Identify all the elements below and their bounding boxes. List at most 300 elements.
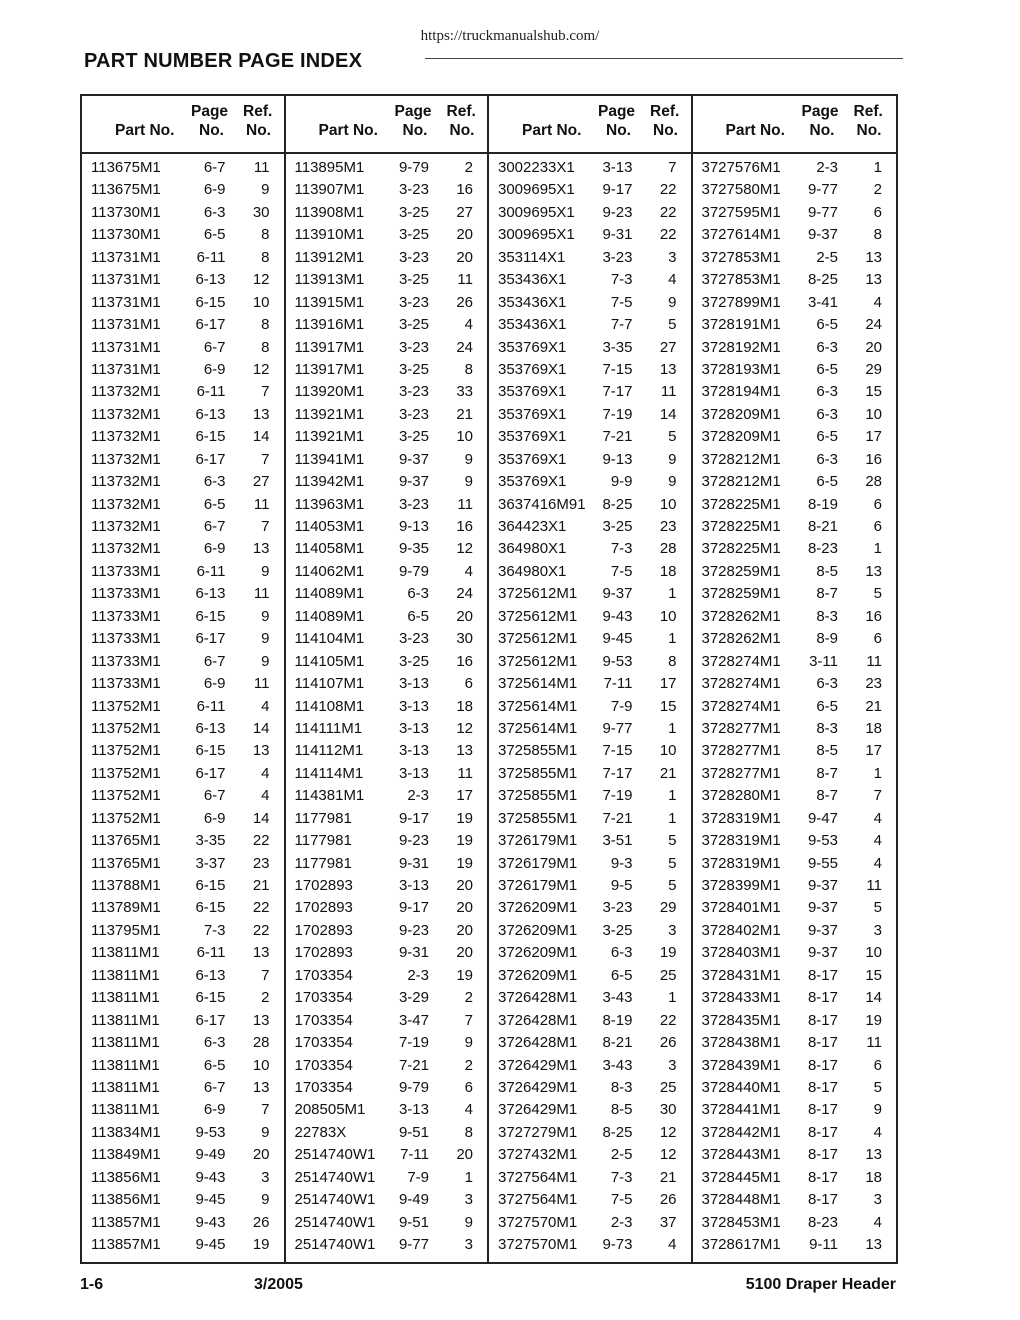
page-number: 9-5 bbox=[610, 877, 633, 894]
part-number: 3728259M1 bbox=[701, 585, 781, 603]
ref-number: 6 bbox=[464, 1078, 473, 1096]
page-number: 2-3 bbox=[816, 159, 838, 176]
table-row bbox=[286, 337, 488, 359]
part-number: 3727576M1 bbox=[701, 159, 781, 176]
ref-number: 7 bbox=[261, 383, 270, 401]
part-number: 3728319M1 bbox=[701, 832, 781, 850]
ref-number: 22 bbox=[659, 1011, 677, 1029]
page-number: 6-13 bbox=[195, 405, 226, 423]
page-number: 7-17 bbox=[602, 383, 633, 401]
table-row bbox=[489, 830, 691, 852]
page-number: 7-9 bbox=[407, 1168, 429, 1186]
table-row bbox=[489, 987, 691, 1009]
page-number: 6-5 bbox=[816, 316, 838, 334]
column-header bbox=[82, 96, 284, 154]
table-row bbox=[489, 606, 691, 628]
page-number: 9-37 bbox=[807, 899, 838, 917]
ref-number: 14 bbox=[865, 989, 882, 1007]
ref-number: 11 bbox=[866, 1034, 882, 1052]
ref-number: 14 bbox=[252, 428, 270, 446]
part-number: 113765M1 bbox=[91, 832, 161, 850]
table-row bbox=[286, 202, 488, 224]
ref-number: 17 bbox=[659, 675, 677, 693]
table-row bbox=[489, 1167, 691, 1189]
table-row bbox=[82, 651, 284, 673]
ref-number: 1 bbox=[668, 809, 677, 827]
table-row bbox=[489, 1010, 691, 1032]
part-number: 114111M1 bbox=[294, 719, 363, 737]
ref-number: 11 bbox=[866, 652, 882, 670]
part-number: 113752M1 bbox=[91, 719, 161, 737]
part-number: 113811M1 bbox=[91, 1056, 160, 1074]
page-number: 7-15 bbox=[602, 360, 633, 378]
ref-number: 9 bbox=[464, 1034, 473, 1052]
page-number: 6-15 bbox=[195, 899, 226, 917]
part-number: 1702893 bbox=[294, 944, 353, 962]
page-number: 8-5 bbox=[816, 562, 838, 580]
ref-number: 18 bbox=[865, 719, 882, 737]
page-number: 6-13 bbox=[195, 966, 226, 984]
page-number: 8-5 bbox=[610, 1101, 633, 1119]
table-row bbox=[489, 853, 691, 875]
ref-number: 11 bbox=[253, 675, 270, 693]
page-number: 6-5 bbox=[816, 473, 838, 491]
ref-number: 1 bbox=[668, 787, 677, 805]
ref-number: 30 bbox=[659, 1101, 677, 1119]
page-number: 9-45 bbox=[195, 1236, 226, 1253]
part-number: 113752M1 bbox=[91, 742, 161, 760]
index-column-3 bbox=[489, 96, 693, 1262]
page-number: 9-31 bbox=[602, 226, 633, 244]
part-number: 3728433M1 bbox=[701, 989, 781, 1007]
page-number: 8-23 bbox=[807, 1213, 838, 1231]
page-number: 9-43 bbox=[195, 1213, 226, 1231]
table-row bbox=[286, 404, 488, 426]
page-number: 6-15 bbox=[195, 428, 226, 446]
table-row bbox=[82, 449, 284, 471]
page-number: 6-11 bbox=[196, 697, 226, 715]
page-number: 9-35 bbox=[398, 540, 429, 558]
ref-number: 17 bbox=[865, 428, 882, 446]
part-number: 3726179M1 bbox=[498, 854, 578, 872]
table-row bbox=[82, 897, 284, 919]
page-number: 6-15 bbox=[195, 989, 226, 1007]
page-number: 9-13 bbox=[398, 518, 429, 535]
table-row bbox=[82, 1144, 284, 1166]
page-number: 3-13 bbox=[398, 764, 429, 782]
page-number: 9-79 bbox=[398, 1078, 429, 1096]
page-number: 8-9 bbox=[816, 630, 838, 648]
part-number: 113752M1 bbox=[91, 697, 161, 715]
ref-number: 6 bbox=[873, 203, 882, 221]
page-number: 3-23 bbox=[398, 383, 429, 401]
ref-number: 20 bbox=[456, 1146, 473, 1164]
table-row bbox=[693, 1010, 897, 1032]
page-number: 7-7 bbox=[610, 316, 633, 334]
table-row bbox=[693, 718, 897, 740]
part-number: 2514740W1 bbox=[294, 1191, 376, 1209]
page-number: 9-45 bbox=[195, 1191, 226, 1209]
part-number: 113857M1 bbox=[91, 1236, 161, 1253]
table-row bbox=[286, 987, 488, 1009]
part-number: 3725614M1 bbox=[498, 697, 578, 715]
ref-number: 20 bbox=[456, 899, 473, 917]
table-row bbox=[489, 740, 691, 762]
table-row bbox=[82, 1010, 284, 1032]
part-number: 3728209M1 bbox=[701, 405, 781, 423]
ref-number: 22 bbox=[659, 203, 677, 221]
part-number: 113731M1 bbox=[91, 248, 161, 266]
index-column-2 bbox=[286, 96, 490, 1262]
table-row bbox=[286, 673, 488, 695]
table-row bbox=[693, 673, 897, 695]
table-row bbox=[693, 202, 897, 224]
ref-number: 1 bbox=[668, 719, 677, 737]
table-row bbox=[489, 404, 691, 426]
page-number: 3-25 bbox=[398, 271, 429, 289]
part-number: 353769X1 bbox=[498, 360, 567, 378]
page-number: 6-15 bbox=[195, 742, 226, 760]
table-row bbox=[489, 583, 691, 605]
table-row bbox=[82, 1234, 284, 1256]
ref-number: 13 bbox=[865, 562, 882, 580]
part-number: 1177981 bbox=[294, 854, 352, 872]
page-number: 6-11 bbox=[196, 248, 226, 266]
footer-date: 3/2005 bbox=[254, 1276, 303, 1293]
page-number: 3-13 bbox=[398, 719, 429, 737]
ref-number: 16 bbox=[456, 181, 473, 199]
table-row bbox=[489, 157, 691, 179]
ref-number: 19 bbox=[456, 809, 473, 827]
ref-number: 13 bbox=[252, 1011, 270, 1029]
part-number: 113811M1 bbox=[91, 989, 160, 1007]
part-number: 113913M1 bbox=[294, 271, 365, 289]
page-number: 7-17 bbox=[602, 764, 633, 782]
part-number: 3727279M1 bbox=[498, 1123, 578, 1141]
table-row bbox=[693, 157, 897, 179]
table-row bbox=[286, 1032, 488, 1054]
page-number: 6-7 bbox=[203, 518, 226, 535]
part-number: 353436X1 bbox=[498, 271, 567, 289]
table-row bbox=[286, 718, 488, 740]
page-number: 7-11 bbox=[603, 675, 633, 693]
table-row bbox=[82, 583, 284, 605]
header-ref-top: Ref. bbox=[853, 103, 883, 120]
table-row bbox=[489, 179, 691, 201]
table-row bbox=[286, 471, 488, 493]
table-row bbox=[489, 426, 691, 448]
table-row bbox=[286, 696, 488, 718]
table-row bbox=[82, 314, 284, 336]
ref-number: 24 bbox=[865, 316, 882, 334]
page-number: 6-7 bbox=[203, 159, 226, 176]
page-number: 6-7 bbox=[203, 787, 226, 805]
table-row bbox=[82, 538, 284, 560]
table-row bbox=[286, 1144, 488, 1166]
page-number: 6-17 bbox=[195, 316, 226, 334]
table-row bbox=[286, 179, 488, 201]
ref-number: 9 bbox=[464, 473, 473, 491]
ref-number: 11 bbox=[253, 585, 270, 603]
table-row bbox=[693, 1212, 897, 1234]
table-row bbox=[286, 740, 488, 762]
page-number: 6-15 bbox=[195, 877, 226, 894]
part-number: 3728193M1 bbox=[701, 360, 781, 378]
page-number: 8-7 bbox=[816, 585, 838, 603]
part-number: 3727853M1 bbox=[701, 271, 781, 289]
page-number: 9-31 bbox=[398, 944, 429, 962]
ref-number: 12 bbox=[456, 719, 473, 737]
part-number: 113730M1 bbox=[91, 226, 161, 244]
part-number: 114062M1 bbox=[294, 562, 365, 580]
page-number: 9-37 bbox=[398, 473, 429, 491]
page-number: 3-13 bbox=[398, 1101, 429, 1119]
part-number: 3728403M1 bbox=[701, 944, 781, 962]
page-number: 3-11 bbox=[809, 652, 838, 670]
page-number: 9-51 bbox=[398, 1213, 429, 1231]
part-number: 113811M1 bbox=[91, 1011, 160, 1029]
table-row bbox=[693, 494, 897, 516]
page-number: 9-79 bbox=[398, 159, 429, 176]
part-index-table bbox=[80, 94, 898, 1264]
table-row bbox=[489, 897, 691, 919]
page-number: 9-77 bbox=[398, 1236, 429, 1253]
table-row bbox=[693, 314, 897, 336]
page-number: 6-17 bbox=[195, 1011, 226, 1029]
table-row bbox=[693, 292, 897, 314]
part-number: 3726209M1 bbox=[498, 921, 578, 939]
ref-number: 21 bbox=[456, 405, 473, 423]
part-number: 3728431M1 bbox=[701, 966, 781, 984]
ref-number: 9 bbox=[668, 450, 677, 468]
page-number: 6-13 bbox=[195, 271, 226, 289]
table-row bbox=[489, 920, 691, 942]
page-number: 8-17 bbox=[807, 1123, 838, 1141]
table-row bbox=[82, 987, 284, 1009]
table-row bbox=[286, 583, 488, 605]
part-number: 113732M1 bbox=[91, 450, 161, 468]
page-number: 9-9 bbox=[610, 473, 633, 491]
ref-number: 23 bbox=[659, 518, 677, 535]
part-number: 113811M1 bbox=[91, 1101, 160, 1119]
page-number: 3-25 bbox=[398, 428, 429, 446]
part-number: 3725855M1 bbox=[498, 742, 578, 760]
ref-number: 8 bbox=[261, 316, 270, 334]
part-number: 113920M1 bbox=[294, 383, 365, 401]
table-row bbox=[489, 763, 691, 785]
table-row bbox=[82, 673, 284, 695]
page-number: 6-3 bbox=[203, 203, 226, 221]
part-number: 1703354 bbox=[294, 989, 353, 1007]
page-number: 8-25 bbox=[602, 495, 633, 513]
part-number: 113907M1 bbox=[294, 181, 365, 199]
table-row bbox=[693, 740, 897, 762]
table-row bbox=[693, 1077, 897, 1099]
page-number: 7-3 bbox=[610, 271, 633, 289]
table-row bbox=[489, 1077, 691, 1099]
page-number: 3-41 bbox=[807, 293, 838, 311]
page-number: 8-17 bbox=[807, 1011, 838, 1029]
part-number: 3728212M1 bbox=[701, 450, 781, 468]
table-row bbox=[286, 381, 488, 403]
ref-number: 9 bbox=[261, 1123, 270, 1141]
ref-number: 24 bbox=[456, 338, 473, 356]
table-row bbox=[82, 965, 284, 987]
table-row bbox=[693, 1234, 897, 1256]
part-number: 2514740W1 bbox=[294, 1146, 376, 1164]
page-number: 6-9 bbox=[203, 809, 226, 827]
page-number: 6-17 bbox=[195, 764, 226, 782]
page-number: 2-3 bbox=[407, 787, 429, 805]
part-number: 113811M1 bbox=[91, 966, 160, 984]
ref-number: 9 bbox=[464, 450, 473, 468]
part-number: 3725855M1 bbox=[498, 809, 578, 827]
part-number: 3728319M1 bbox=[701, 809, 781, 827]
part-number: 113834M1 bbox=[91, 1123, 161, 1141]
table-row bbox=[489, 516, 691, 538]
part-number: 113789M1 bbox=[91, 899, 161, 917]
part-number: 113916M1 bbox=[294, 316, 365, 334]
part-number: 114108M1 bbox=[294, 697, 365, 715]
ref-number: 10 bbox=[659, 607, 677, 625]
part-number: 1703354 bbox=[294, 1034, 353, 1052]
page-number: 6-5 bbox=[203, 495, 226, 513]
table-row bbox=[286, 853, 488, 875]
page-number: 6-3 bbox=[816, 450, 838, 468]
page-title: PART NUMBER PAGE INDEX bbox=[84, 50, 363, 72]
table-row bbox=[489, 673, 691, 695]
part-number: 113921M1 bbox=[294, 428, 365, 446]
part-number: 113732M1 bbox=[91, 495, 161, 513]
part-number: 3728440M1 bbox=[701, 1078, 781, 1096]
table-row bbox=[286, 830, 488, 852]
ref-number: 33 bbox=[456, 383, 473, 401]
part-number: 353769X1 bbox=[498, 473, 567, 491]
ref-number: 23 bbox=[865, 675, 882, 693]
page-number: 6-7 bbox=[203, 338, 226, 356]
ref-number: 22 bbox=[252, 921, 270, 939]
ref-number: 5 bbox=[668, 428, 677, 446]
part-number: 3727570M1 bbox=[498, 1213, 578, 1231]
part-number: 114105M1 bbox=[294, 652, 365, 670]
index-column-1 bbox=[82, 96, 286, 1262]
part-number: 3637416M91 bbox=[498, 495, 586, 513]
table-row bbox=[489, 1032, 691, 1054]
part-number: 3728443M1 bbox=[701, 1146, 781, 1164]
part-number: 113912M1 bbox=[294, 248, 365, 266]
part-number: 353769X1 bbox=[498, 405, 567, 423]
part-number: 113856M1 bbox=[91, 1191, 161, 1209]
ref-number: 10 bbox=[659, 742, 677, 760]
ref-number: 4 bbox=[873, 1213, 882, 1231]
ref-number: 12 bbox=[659, 1123, 677, 1141]
table-row bbox=[693, 763, 897, 785]
page-number: 8-5 bbox=[816, 742, 838, 760]
part-number: 3726209M1 bbox=[498, 944, 578, 962]
table-row bbox=[82, 696, 284, 718]
ref-number: 29 bbox=[659, 899, 677, 917]
page-number: 8-3 bbox=[816, 607, 838, 625]
part-number: 113752M1 bbox=[91, 787, 161, 805]
page-number: 6-13 bbox=[195, 585, 226, 603]
part-number: 3728277M1 bbox=[701, 764, 781, 782]
table-row bbox=[693, 987, 897, 1009]
table-row bbox=[489, 202, 691, 224]
source-url[interactable]: https://truckmanualshub.com/ bbox=[420, 28, 600, 44]
header-part-no: Part No. bbox=[115, 122, 175, 139]
page-number: 8-19 bbox=[807, 495, 838, 513]
table-row bbox=[82, 247, 284, 269]
table-row bbox=[286, 1167, 488, 1189]
ref-number: 3 bbox=[464, 1236, 473, 1253]
header-ref-bottom: No. bbox=[246, 122, 271, 139]
part-number: 3726179M1 bbox=[498, 832, 578, 850]
ref-number: 20 bbox=[456, 607, 473, 625]
part-number: 3728225M1 bbox=[701, 518, 781, 535]
ref-number: 25 bbox=[659, 966, 677, 984]
ref-number: 18 bbox=[659, 562, 677, 580]
page-number: 3-13 bbox=[398, 675, 429, 693]
table-row bbox=[82, 202, 284, 224]
table-row bbox=[286, 516, 488, 538]
ref-number: 14 bbox=[659, 405, 677, 423]
ref-number: 20 bbox=[456, 944, 473, 962]
table-row bbox=[489, 224, 691, 246]
ref-number: 11 bbox=[457, 764, 473, 782]
table-row bbox=[82, 785, 284, 807]
ref-number: 6 bbox=[873, 495, 882, 513]
table-row bbox=[82, 381, 284, 403]
part-number: 113895M1 bbox=[294, 159, 365, 176]
table-row bbox=[82, 808, 284, 830]
header-ref-top: Ref. bbox=[243, 103, 273, 120]
part-number: 113811M1 bbox=[91, 1034, 160, 1052]
page-number: 3-25 bbox=[398, 203, 429, 221]
ref-number: 28 bbox=[659, 540, 677, 558]
part-number: 113733M1 bbox=[91, 585, 161, 603]
part-number: 113732M1 bbox=[91, 383, 161, 401]
table-row bbox=[82, 494, 284, 516]
page-number: 6-3 bbox=[816, 338, 838, 356]
table-row bbox=[286, 292, 488, 314]
part-number: 113942M1 bbox=[294, 473, 365, 491]
table-row bbox=[693, 942, 897, 964]
part-number: 113732M1 bbox=[91, 405, 161, 423]
part-number: 114107M1 bbox=[294, 675, 365, 693]
ref-number: 7 bbox=[261, 450, 270, 468]
header-page-top: Page bbox=[191, 103, 229, 120]
page-number: 8-17 bbox=[807, 989, 838, 1007]
part-number: 113733M1 bbox=[91, 630, 161, 648]
header-part-no: Part No. bbox=[725, 122, 785, 139]
part-number: 3009695X1 bbox=[498, 203, 575, 221]
table-row bbox=[693, 897, 897, 919]
page-number: 7-19 bbox=[602, 787, 633, 805]
ref-number: 20 bbox=[865, 338, 882, 356]
ref-number: 13 bbox=[456, 742, 473, 760]
page-number: 7-11 bbox=[400, 1146, 429, 1164]
table-row bbox=[693, 179, 897, 201]
part-number: 3727580M1 bbox=[701, 181, 781, 199]
part-number: 113732M1 bbox=[91, 473, 161, 491]
ref-number: 4 bbox=[668, 1236, 677, 1253]
part-number: 3725612M1 bbox=[498, 585, 578, 603]
ref-number: 1 bbox=[873, 159, 882, 176]
page-number: 6-11 bbox=[196, 562, 226, 580]
header-page-bottom: No. bbox=[809, 122, 835, 139]
part-number: 22783X bbox=[294, 1123, 347, 1141]
table-row bbox=[82, 1212, 284, 1234]
